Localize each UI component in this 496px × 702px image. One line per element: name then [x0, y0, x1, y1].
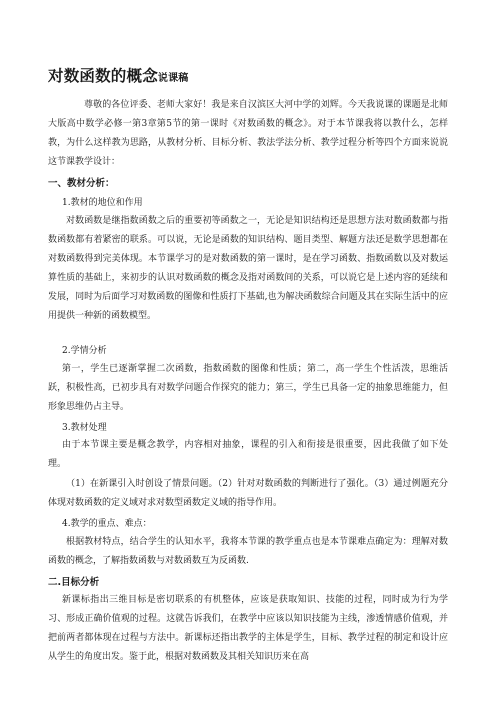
title-main: 对数函数的概念 — [48, 67, 158, 85]
page-title — [48, 64, 189, 86]
section-heading-1: 一、教材分析： — [48, 178, 115, 189]
section-heading-2: 二.目标分析 — [48, 577, 100, 588]
paragraph-1-3b: （1）在新课引入时创设了情景问题。（2）针对对数函数的判断进行了强化。（3）通过例题充分体现对数函数的定义域对求对数型函数定义域的指导作用。 — [48, 479, 448, 508]
subheading-1-1: 1.教材的地位和作用 — [62, 198, 143, 208]
paragraph-1-4: 根据教材特点，结合学生的认知水平，我将本节课的教学重点也是本节课难点确定为：理解对数函数的概念，了解指数函数与对数函数互为反函数. — [48, 537, 448, 566]
paragraph-2: 新课标指出三维目标是密切联系的有机整体，应该是获取知识、技能的过程，同时成为行为学习、形成正确价值观的过程。这就告诉我们，在教学中应该以知识技能为主线，渗透情感价值观，并把前两者都体现在过程与方法中。新课标还指出教学的主体是学生，目标、教学过程的制定和设计应从学生的角度出发。鉴于此，根据对数函数及其相关知识历来在高 — [48, 595, 448, 662]
subheading-1-4: 4.教学的重点、难点： — [62, 519, 152, 529]
paragraph-1-3: 由于本节课主要是概念教学，内容相对抽象，课程的引入和衔接是很重要，因此我做了如下处理。 — [48, 440, 448, 469]
title-suffix: 说课稿 — [157, 73, 189, 84]
subheading-1-3: 3.教材处理 — [62, 423, 107, 433]
intro-paragraph: 尊敬的各位评委、老师大家好！我是来自汉滨区大河中学的刘辉。今天我说课的课题是北师大版高中数学必修一第3章第5节的第一课时《对数函数的概念》。对于本节课我将以教什么，怎样教，为什么这样教为思路，从教材分析、目标分析、教法学法分析、教学过程分析等四个方面来说说这节课教学设计： — [48, 100, 448, 167]
subheading-1-2: 2.学情分析 — [62, 346, 107, 356]
paragraph-1-1: 对数函数是继指数函数之后的重要初等函数之一，无论是知识结构还是思想方法对数函数都与指数函数都有着紧密的联系。可以说，无论是函数的知识结构、题目类型、解题方法还是数学思想都在对数函数得到完美体现。本节课学习的是对数函数的第一课时，是在学习函数、指数函数以及对数运算性质的基础上，来初步的认识对数函数的概念及指对函数间的关系，可以说它是上述内容的延续和发展，同时为后面学习对数函数的图像和性质打下基础,也为解决函数综合问题及其在实际生活中的应用提供一种新的函数模型。 — [48, 216, 448, 321]
paragraph-1-2: 第一，学生已逐渐掌握二次函数，指数函数的图像和性质；第二，高一学生个性活泼，思维活跃，积极性高，已初步具有对数学问题合作探究的能力；第三，学生已具备一定的抽象思维能力，但形象思维仍占主导。 — [48, 364, 448, 412]
